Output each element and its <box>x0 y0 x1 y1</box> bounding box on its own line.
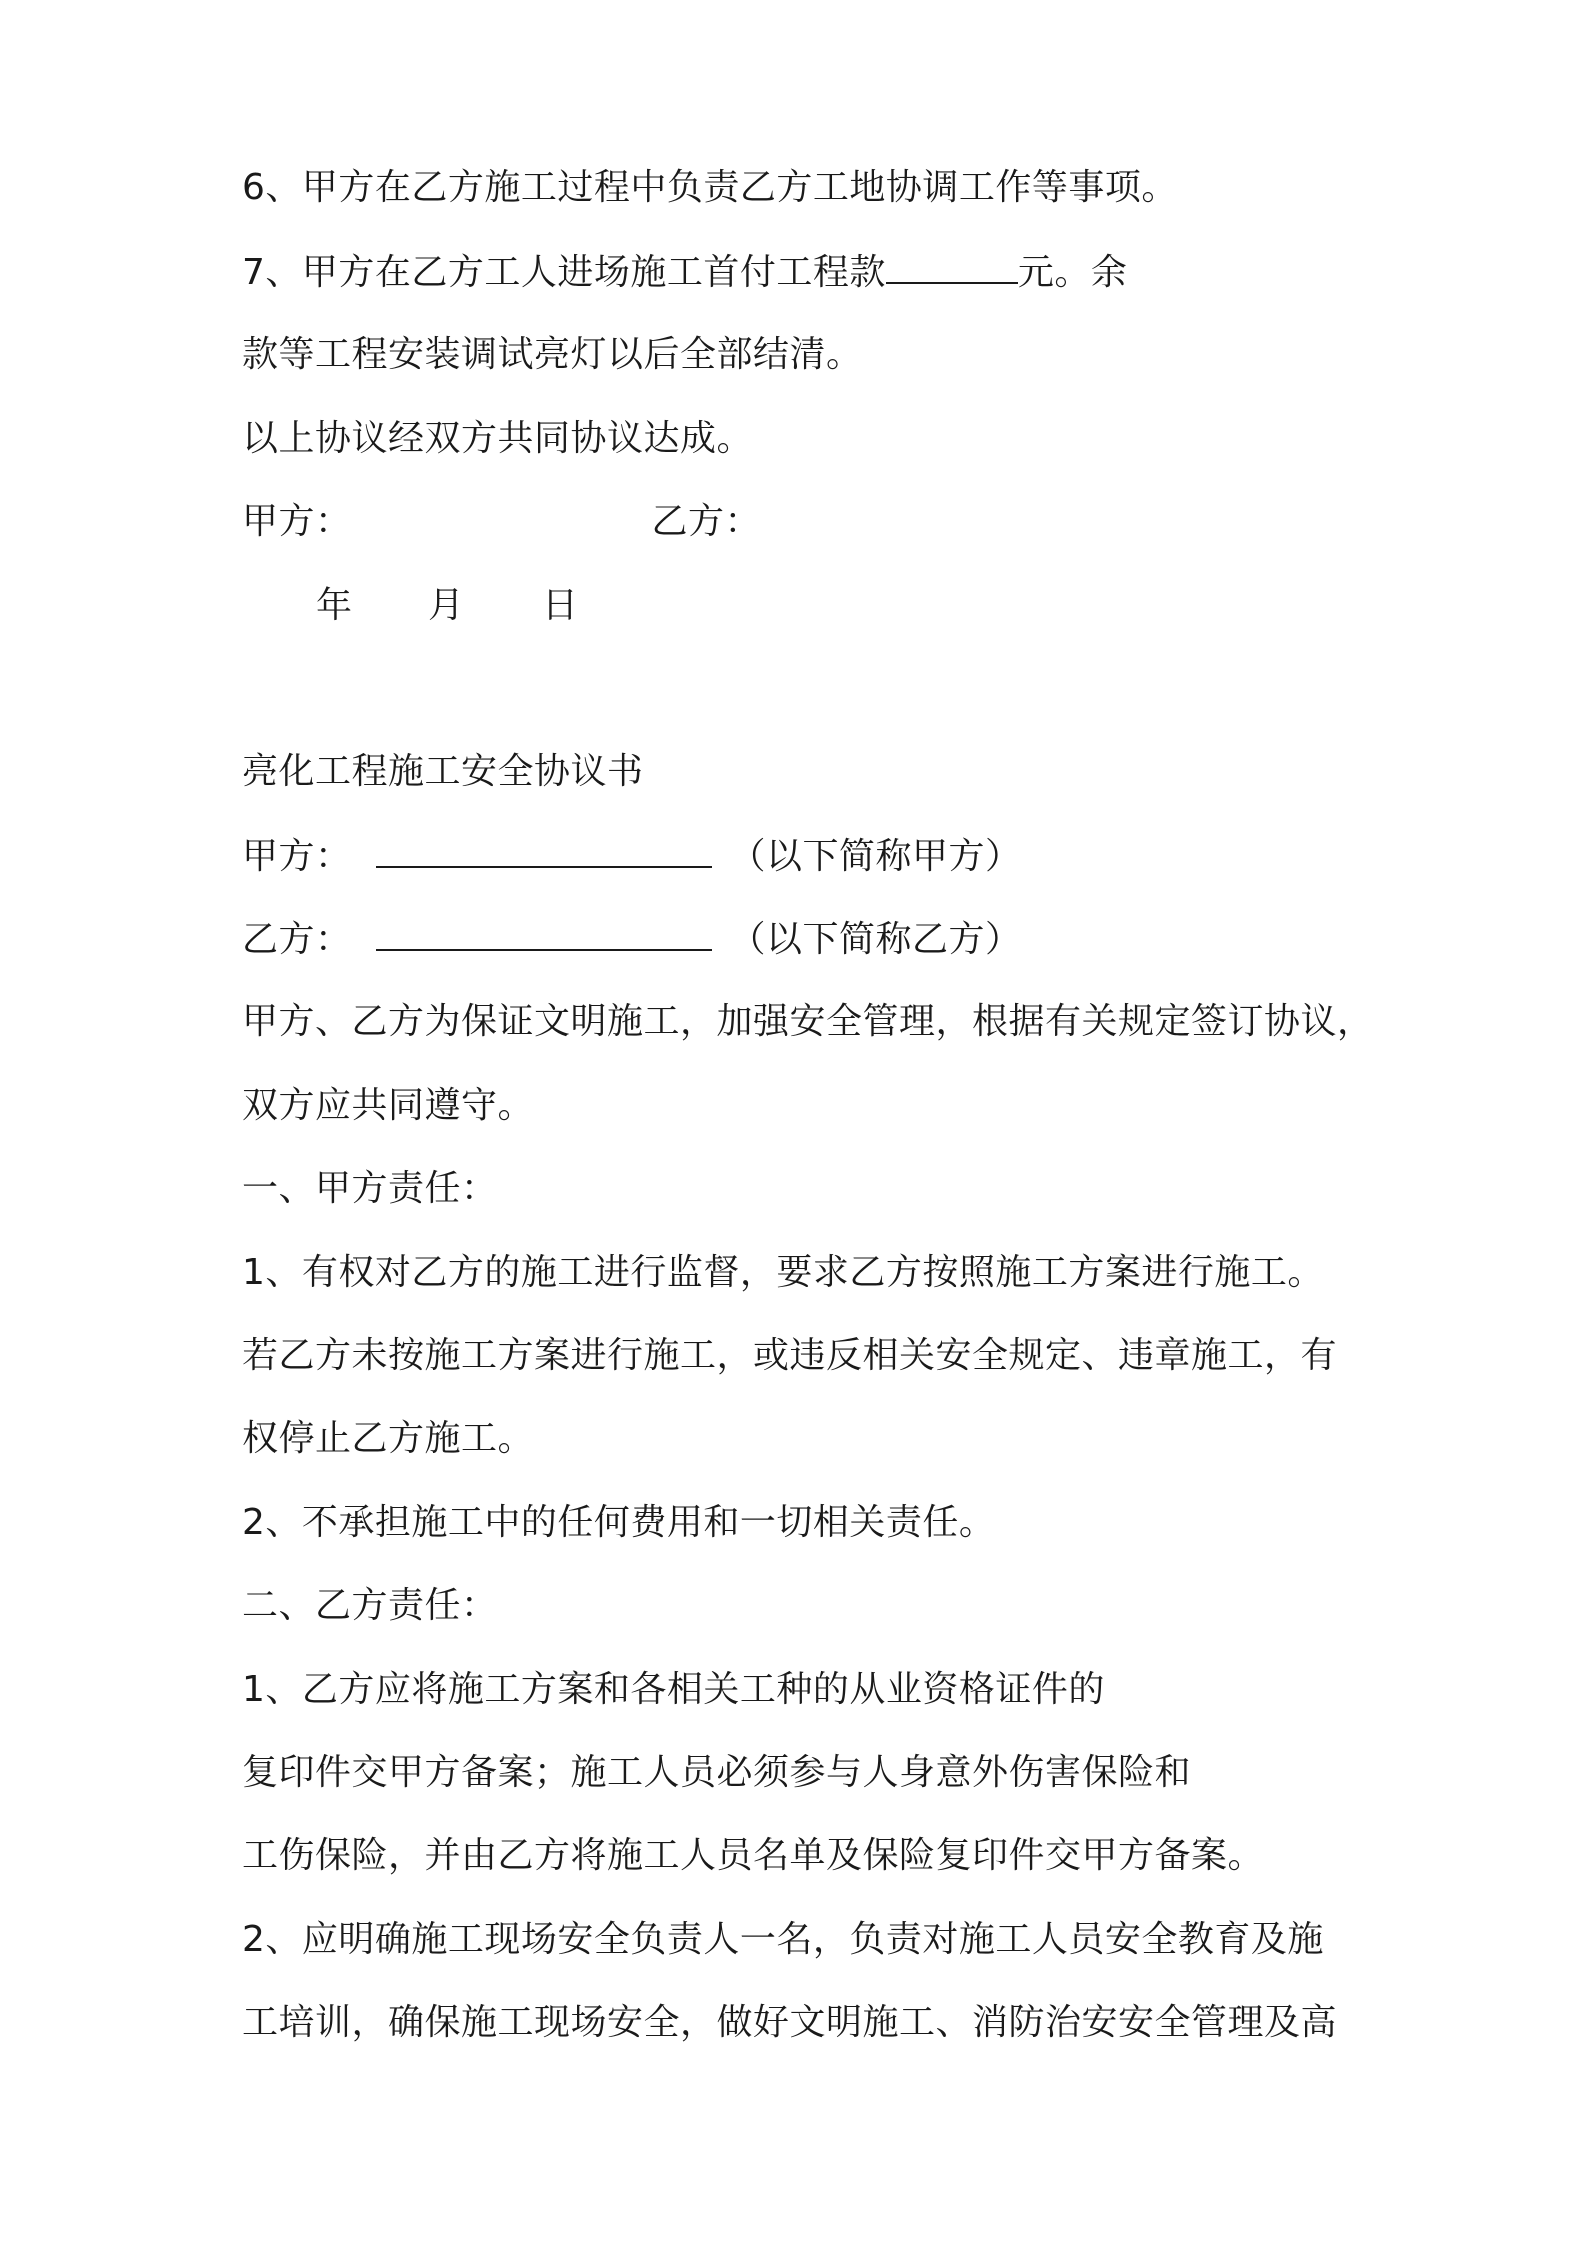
party-b-label: 乙方： <box>242 919 352 960</box>
date-day: 日 <box>542 585 579 626</box>
section-b-heading: 二、乙方责任： <box>242 1585 498 1626</box>
date-month: 月 <box>428 585 465 626</box>
document-title: 亮化工程施工安全协议书 <box>242 751 644 792</box>
date-year: 年 <box>316 585 353 626</box>
clause-7-continuation: 款等工程安装调试亮灯以后全部结清。 <box>242 334 863 375</box>
party-a-blank <box>376 832 712 868</box>
a1-line-1: 1、有权对乙方的施工进行监督，要求乙方按照施工方案进行施工。 <box>242 1252 1324 1293</box>
party-b-blank <box>376 915 712 951</box>
signature-line <box>242 498 761 546</box>
party-b-note: （以下简称乙方） <box>729 919 1022 960</box>
agreement-reached: 以上协议经双方共同协议达成。 <box>242 418 754 459</box>
clause-7-suffix: 元。余 <box>1017 252 1128 293</box>
signature-party-a: 甲方： <box>242 501 352 542</box>
intro-line-1: 甲方、乙方为保证文明施工，加强安全管理，根据有关规定签订协议， <box>242 1001 1374 1042</box>
section-a-heading: 一、甲方责任： <box>242 1168 498 1209</box>
a1-line-2: 若乙方未按施工方案进行施工，或违反相关安全规定、违章施工，有 <box>242 1335 1338 1376</box>
a2-line: 2、不承担施工中的任何费用和一切相关责任。 <box>242 1502 996 1543</box>
clause-6: 6、甲方在乙方施工过程中负责乙方工地协调工作等事项。 <box>242 167 1178 208</box>
amount-blank <box>886 248 1018 284</box>
clause-7-text: 7、甲方在乙方工人进场施工首付工程款 <box>242 252 886 293</box>
b2-line-2: 工培训，确保施工现场安全，做好文明施工、消防治安安全管理及高 <box>242 2002 1338 2043</box>
party-a-row <box>242 832 1022 881</box>
intro-line-2: 双方应共同遵守。 <box>242 1085 535 1126</box>
party-a-label: 甲方： <box>242 836 352 877</box>
b1-line-2: 复印件交甲方备案；施工人员必须参与人身意外伤害保险和 <box>242 1752 1192 1793</box>
b2-line-1: 2、应明确施工现场安全负责人一名，负责对施工人员安全教育及施 <box>242 1919 1324 1960</box>
party-a-note: （以下简称甲方） <box>729 836 1022 877</box>
b1-line-1: 1、乙方应将施工方案和各相关工种的从业资格证件的 <box>242 1669 1105 1710</box>
a1-line-3: 权停止乙方施工。 <box>242 1418 535 1459</box>
b1-line-3: 工伤保险，并由乙方将施工人员名单及保险复印件交甲方备案。 <box>242 1835 1265 1876</box>
clause-7 <box>242 248 1127 297</box>
party-b-row <box>242 915 1022 964</box>
signature-party-b: 乙方： <box>651 501 762 542</box>
